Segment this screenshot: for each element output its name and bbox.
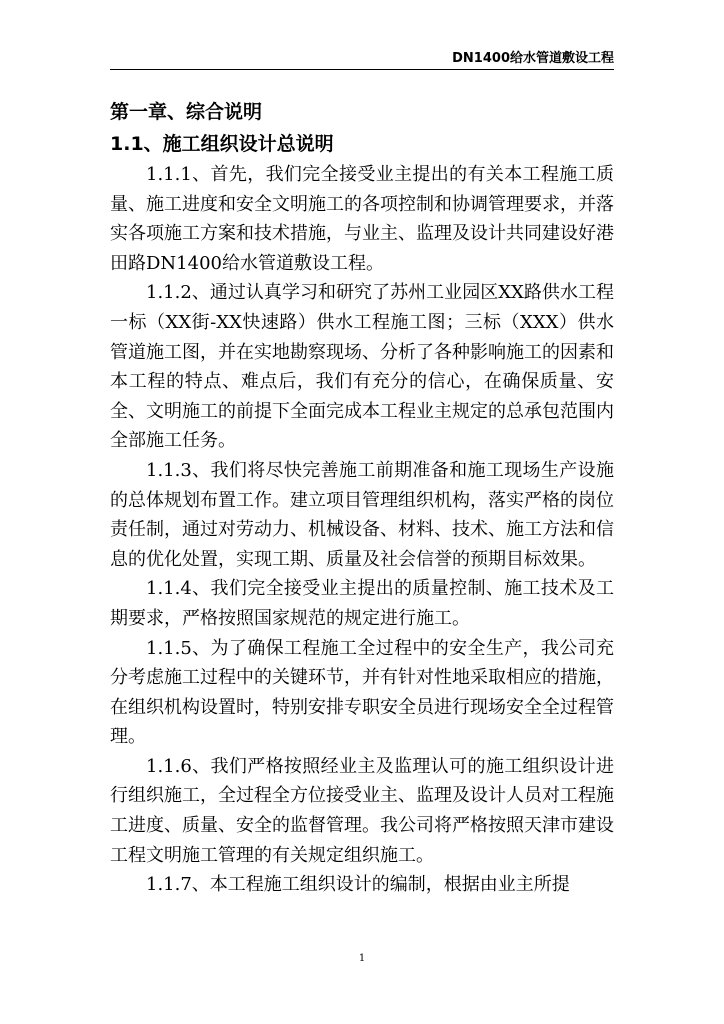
paragraph-1-1-4: 1.1.4、我们完全接受业主提出的质量控制、施工技术及工期要求，严格按照国家规范的规定进行施工。 bbox=[110, 578, 614, 629]
chapter-heading: 第一章、综合说明 bbox=[110, 101, 263, 123]
paragraph-1-1-5: 1.1.5、为了确保工程施工全过程中的安全生产，我公司充分考虑施工过程中的关键环节，并有针对性地采取相应的措施，在组织机构设置时，特别安排专职安全员进行现场安全全过程管理。 bbox=[110, 637, 614, 748]
paragraph-1-1-6: 1.1.6、我们严格按照经业主及监理认可的施工组织设计进行组织施工，全过程全方位接受业主、监理及设计人员对工程施工进度、质量、安全的监督管理。我公司将严格按照天津市建设工程文明施工管理的有关规定组织施工。 bbox=[110, 755, 614, 866]
paragraph-1-1-3: 1.1.3、我们将尽快完善施工前期准备和施工现场生产设施的总体规划布置工作。建立项目管理组织机构，落实严格的岗位责任制，通过对劳动力、机械设备、材料、技术、施工方法和信息的优化处置，实现工期、质量及社会信誉的预期目标效果。 bbox=[110, 459, 614, 570]
paragraph-1-1-2: 1.1.2、通过认真学习和研究了苏州工业园区XX路供水工程一标（XX街-XX快速路）供水工程施工图；三标（XXX）供水管道施工图，并在实地勘察现场、分析了各种影响施工的因素和本工程的特点、难点后，我们有充分的信心，在确保质量、安全、文明施工的前提下全面完成本工程业主规定的总承包范围内全部施工任务。 bbox=[110, 282, 614, 452]
section-heading: 1.1、施工组织设计总说明 bbox=[110, 133, 334, 155]
header-rule bbox=[110, 69, 614, 70]
paragraph-1-1-7: 1.1.7、本工程施工组织设计的编制，根据由业主所提 bbox=[146, 874, 570, 896]
page-number: 1 bbox=[358, 953, 366, 964]
paragraph-1-1-1: 1.1.1、首先，我们完全接受业主提出的有关本工程施工质量、施工进度和安全文明施工的各项控制和协调管理要求，并落实各项施工方案和技术措施，与业主、监理及设计共同建设好港田路DN1400给水管道敷设工程。 bbox=[110, 164, 614, 274]
body-text bbox=[110, 96, 614, 900]
header-title: DN1400给水管道敷设工程 bbox=[452, 51, 614, 66]
